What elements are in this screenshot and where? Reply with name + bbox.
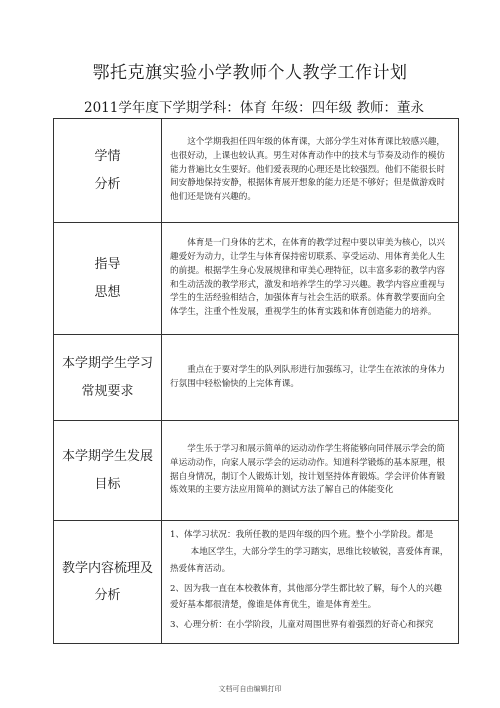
guidance-text: 体育是一门身体的艺术，在体育的教学过程中要以审美为核心，以兴趣爱好为动力，让学生与体育保持密切联系、享受运动、用体育美化人生的前提。根据学生身心发展规律和审美心理特征，以丰富多彩的教学内容和生动活泼的教学形式，激发和培养学生的学习兴趣。教学内容应重视与学生的生活经验相结合，加强体育与社会生活的联系。体育教学要面向全体学生，注重个性发展，重视学生的体育实践和体育创造能力的培养。 — [170, 237, 446, 318]
table-row — [54, 223, 459, 335]
row-content-situation — [162, 119, 459, 223]
page-footer: 文档可自由编辑打印 — [218, 685, 282, 693]
row-content-analysis — [162, 521, 459, 644]
list-item: 2、因为我一直在本校教体育，其他部分学生都比较了解，每个人的兴趣爱好基本都很清楚，像谁是体育优生，谁是体育差生。 — [170, 583, 442, 611]
list-item: 3、心理分析：在小学阶段，儿童对周围世界有着强烈的好奇心和探究 — [170, 620, 434, 630]
situation-text: 这个学期我担任四年级的体育课，大部分学生对体育课比较感兴趣，也很好动，上课也较认真。男生对体育动作中的技术与节奏及动作的模仿能力普遍比女生要好。他们爱表现的心理还是比较强烈。他们不能很长时间安静地保持安静，根据体育展开想象的能力还是不够好；但是做游戏时他们还是饶有兴趣的。 — [170, 136, 446, 203]
table-row — [54, 421, 459, 521]
table-row — [54, 335, 459, 421]
document-title: 鄂托克旗实验小学教师个人教学工作计划 — [92, 63, 408, 83]
row-content-guidance — [162, 223, 459, 335]
table-row — [54, 119, 459, 223]
routine-text: 重点在于要对学生的队列队形进行加强练习，让学生在浓浓的身体力行氛围中轻松愉快的上完体育课。 — [170, 364, 446, 389]
row-label-goals: 本学期学生发展 目标 — [54, 421, 162, 521]
list-item: 1、体学习状况：我所任教的是四年级的四个班。整个小学阶段。都是 本地区学生，大部分学生的学习踏实，思维比较敏锐，喜爱体育课，热爱体育活动。 — [170, 530, 449, 574]
document-subtitle: 2011学年度下学期学科：体育 年级：四年级 教师：董永 — [84, 100, 424, 116]
row-label-content-analysis: 教学内容梳理及 分析 — [54, 521, 162, 644]
row-label-routine: 本学期学生学习 常规要求 — [54, 335, 162, 421]
row-content-goals — [162, 421, 459, 521]
row-content-routine — [162, 335, 459, 421]
plan-table — [53, 118, 459, 644]
row-label-guidance: 指导 思想 — [54, 223, 162, 335]
table-row — [54, 521, 459, 644]
goals-text: 学生乐于学习和展示简单的运动动作学生将能够向同伴展示学会的简单运动动作，向家人展示学会的运动动作。知道科学锻炼的基本原理，根据自身情况，制订个人锻炼计划，按计划坚持体育锻炼。学会评价体育锻炼效果的主要方法应用简单的测试方法了解自己的体能变化 — [170, 443, 446, 496]
row-label-situation: 学情 分析 — [54, 119, 162, 223]
